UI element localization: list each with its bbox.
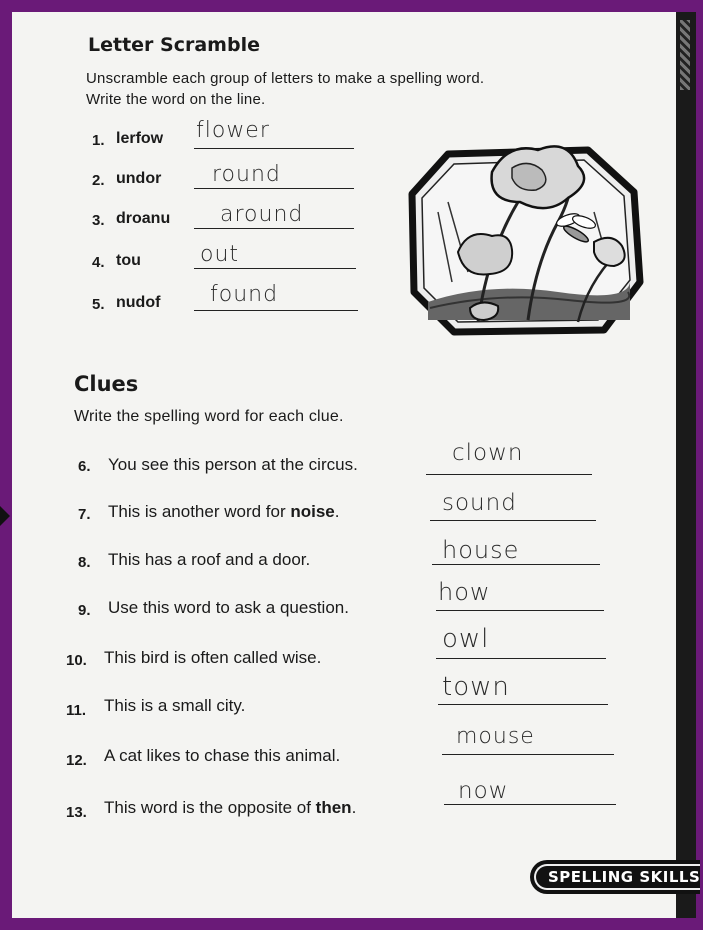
clue-text: This has a roof and a door.	[108, 550, 311, 569]
handwritten-answer: flower	[196, 118, 270, 143]
handwritten-answer: clown	[452, 440, 524, 466]
scramble-letters: nudof	[116, 294, 161, 311]
scramble-item-number: 2.	[92, 172, 105, 189]
handwritten-answer: town	[442, 672, 510, 702]
answer-line	[194, 228, 354, 229]
handwritten-answer: house	[442, 536, 520, 564]
page-edge	[676, 12, 696, 918]
clue-number: 11.	[66, 702, 87, 719]
answer-line	[194, 188, 354, 189]
clue-number: 9.	[78, 602, 91, 619]
clues-instruction: Write the spelling word for each clue.	[74, 408, 344, 425]
flower-illustration	[408, 132, 648, 342]
answer-line	[436, 658, 606, 659]
clues-title: Clues	[74, 372, 139, 396]
answer-line	[438, 704, 608, 705]
handwritten-answer: mouse	[456, 724, 535, 749]
answer-line	[194, 268, 356, 269]
scramble-item-number: 5.	[92, 296, 105, 313]
answer-line	[436, 610, 604, 611]
answer-line	[432, 564, 600, 565]
handwritten-answer: found	[210, 282, 279, 307]
handwritten-answer: out	[200, 242, 240, 267]
scramble-item-number: 4.	[92, 254, 105, 271]
answer-line	[442, 754, 614, 755]
scramble-letters: droanu	[116, 210, 171, 227]
worksheet-page	[12, 12, 688, 918]
handwritten-answer: round	[212, 162, 281, 187]
footer-badge	[530, 860, 700, 894]
binder-notch	[0, 506, 10, 526]
clue-text: You see this person at the circus.	[108, 455, 358, 474]
clue-number: 8.	[78, 554, 91, 571]
scramble-letters: lerfow	[116, 130, 164, 147]
scramble-instruction-line-1: Unscramble each group of letters to make a spelling word.	[86, 70, 485, 87]
clue-text: This word is the opposite of then.	[104, 798, 357, 817]
clue-text: A cat likes to chase this animal.	[104, 746, 341, 765]
clue-text: This is a small city.	[104, 696, 246, 715]
clue-number: 13.	[66, 804, 87, 821]
clue-number: 7.	[78, 506, 91, 523]
handwritten-answer: around	[220, 202, 304, 227]
scramble-item-number: 1.	[92, 132, 105, 149]
scramble-letters: tou	[116, 252, 141, 269]
clue-text: This bird is often called wise.	[104, 648, 322, 667]
clue-text: Use this word to ask a question.	[108, 598, 349, 617]
footer-badge-label: SPELLING SKILLS	[534, 864, 700, 890]
handwritten-answer: sound	[442, 490, 517, 516]
clue-text: This is another word for noise.	[108, 502, 340, 521]
answer-line	[426, 474, 592, 475]
scramble-item-number: 3.	[92, 212, 105, 229]
scramble-title: Letter Scramble	[88, 34, 260, 56]
clue-number: 6.	[78, 458, 91, 475]
scramble-instruction-line-2: Write the word on the line.	[86, 91, 266, 108]
clue-number: 12.	[66, 752, 87, 769]
scramble-letters: undor	[116, 170, 162, 187]
answer-line	[194, 148, 354, 149]
answer-line	[194, 310, 358, 311]
edge-texture	[680, 20, 690, 90]
handwritten-answer: owl	[442, 624, 490, 654]
answer-line	[430, 520, 596, 521]
handwritten-answer: how	[438, 578, 491, 606]
handwritten-answer: now	[458, 778, 509, 804]
answer-line	[444, 804, 616, 805]
clue-number: 10.	[66, 652, 87, 669]
